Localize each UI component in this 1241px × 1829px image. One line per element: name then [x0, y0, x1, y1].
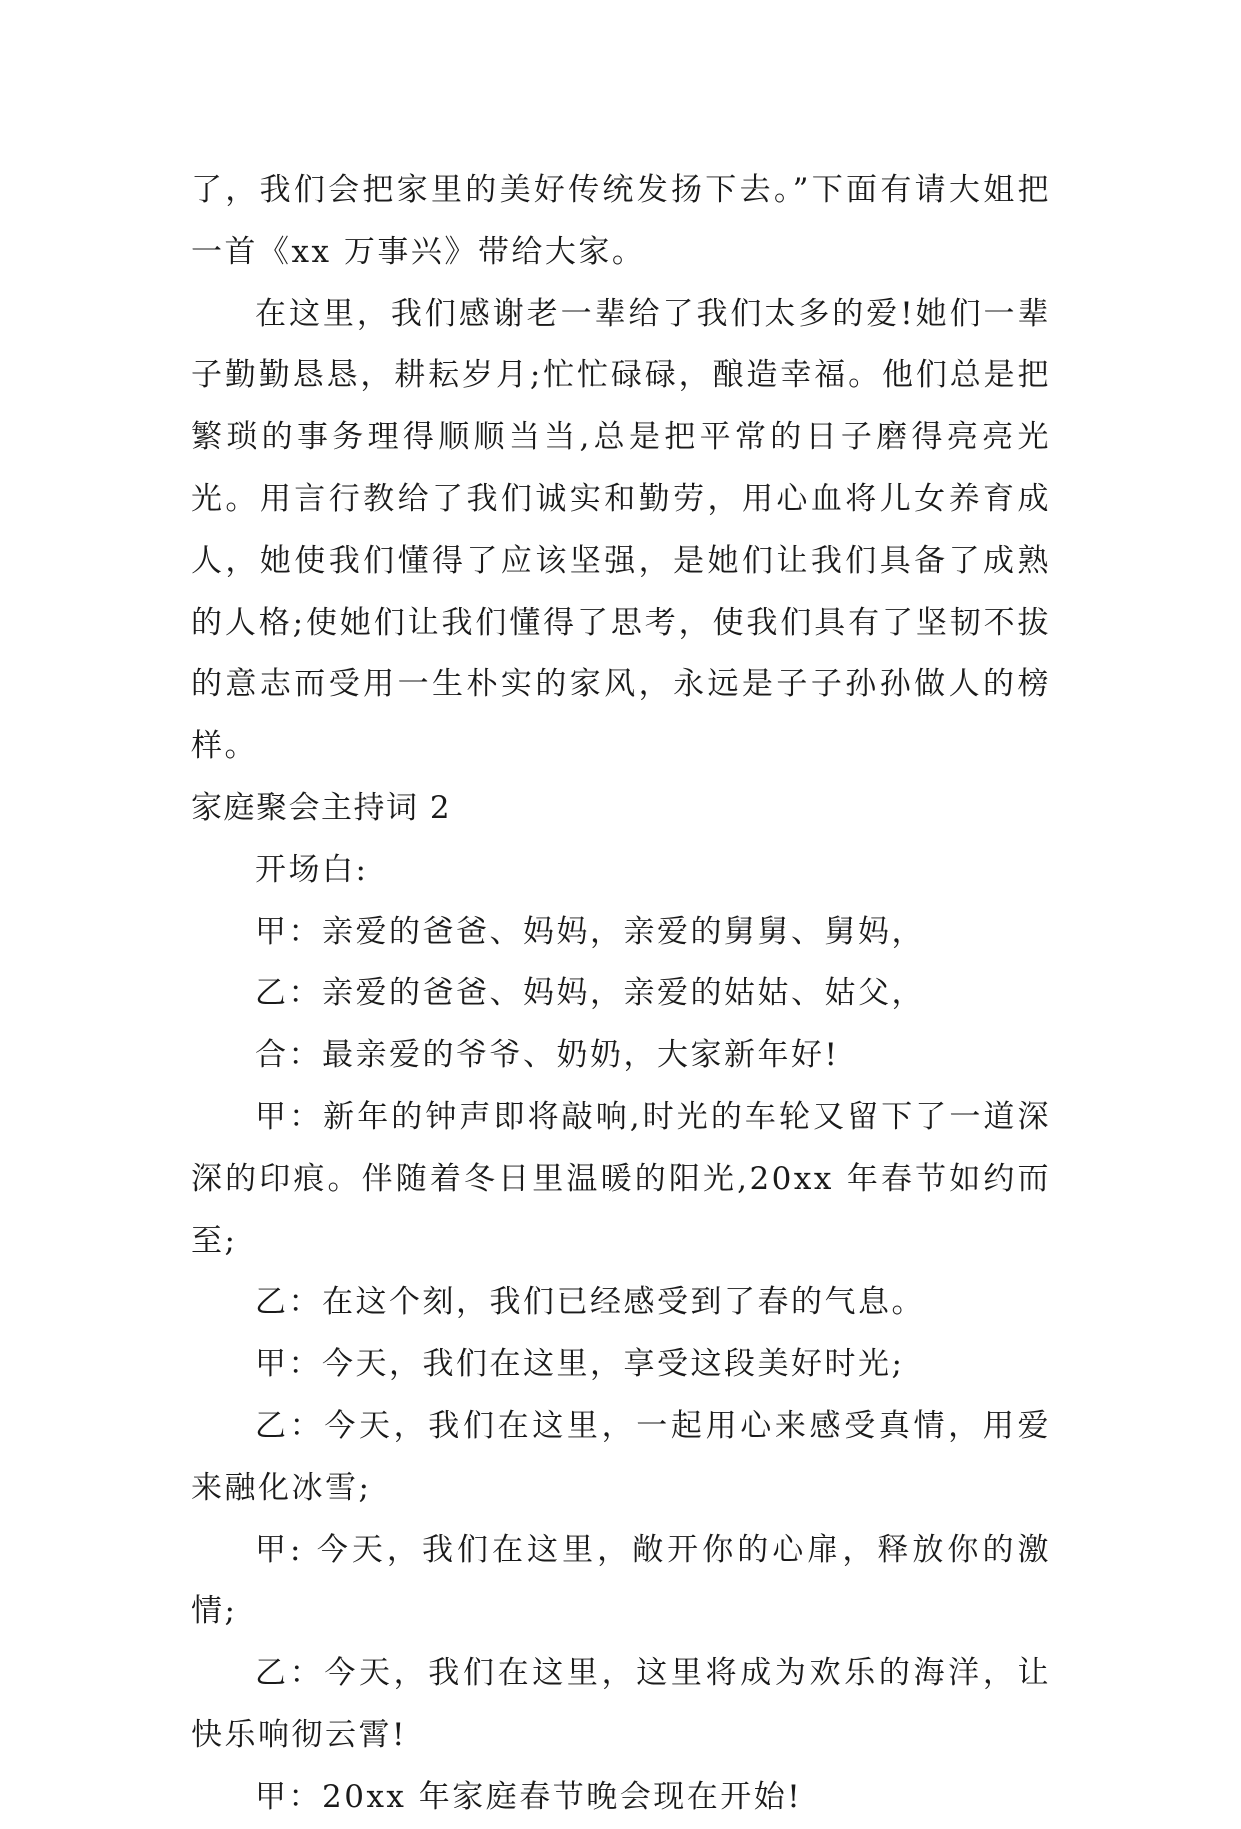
dialogue-line: 合：最亲爱的爷爷、奶奶，大家新年好! — [255, 1037, 840, 1074]
dialogue-line: 乙：今天，我们在这里，一起用心来感受真情，用爱来融化冰雪; — [191, 1407, 1051, 1506]
dialogue-line: 甲：20xx 年家庭春节晚会现在开始! — [255, 1778, 803, 1815]
section-heading: 家庭聚会主持词 2 — [191, 789, 452, 826]
dialogue-line: 甲：亲爱的爸爸、妈妈，亲爱的舅舅、舅妈， — [255, 913, 925, 950]
dialogue-line: 甲：今天，我们在这里，享受这段美好时光; — [255, 1346, 905, 1383]
document-body — [191, 160, 1051, 1829]
dialogue-line: 乙：在这个刻，我们已经感受到了春的气息。 — [255, 1284, 925, 1321]
paragraph: 在这里，我们感谢老一辈给了我们太多的爱!她们一辈子勤勤恳恳，耕耘岁月;忙忙碌碌，酿造幸福。他们总是把繁琐的事务理得顺顺当当,总是把平常的日子磨得亮亮光光。用言行教给了我们诚实和勤劳，用心血将儿女养育成人，她使我们懂得了应该坚强，是她们让我们具备了成熟的人格;使她们让我们懂得了思考，使我们具有了坚韧不拔的意志而受用一生朴实的家风，永远是子子孙孙做人的榜样。 — [191, 295, 1051, 765]
dialogue-line: 开场白: — [255, 851, 369, 888]
dialogue-line: 乙：亲爱的爸爸、妈妈，亲爱的姑姑、姑父， — [255, 975, 925, 1012]
paragraph: 了，我们会把家里的美好传统发扬下去。”下面有请大姐把一首《xx 万事兴》带给大家。 — [191, 172, 1051, 270]
dialogue-line: 甲: 今天，我们在这里，敞开你的心扉，释放你的激情; — [191, 1531, 1051, 1630]
dialogue-line: 乙：今天，我们在这里，这里将成为欢乐的海洋，让快乐响彻云霄! — [191, 1655, 1051, 1753]
dialogue-line: 甲：新年的钟声即将敲响,时光的车轮又留下了一道深深的印痕。伴随着冬日里温暖的阳光,20xx 年春节如约而至; — [191, 1098, 1051, 1259]
